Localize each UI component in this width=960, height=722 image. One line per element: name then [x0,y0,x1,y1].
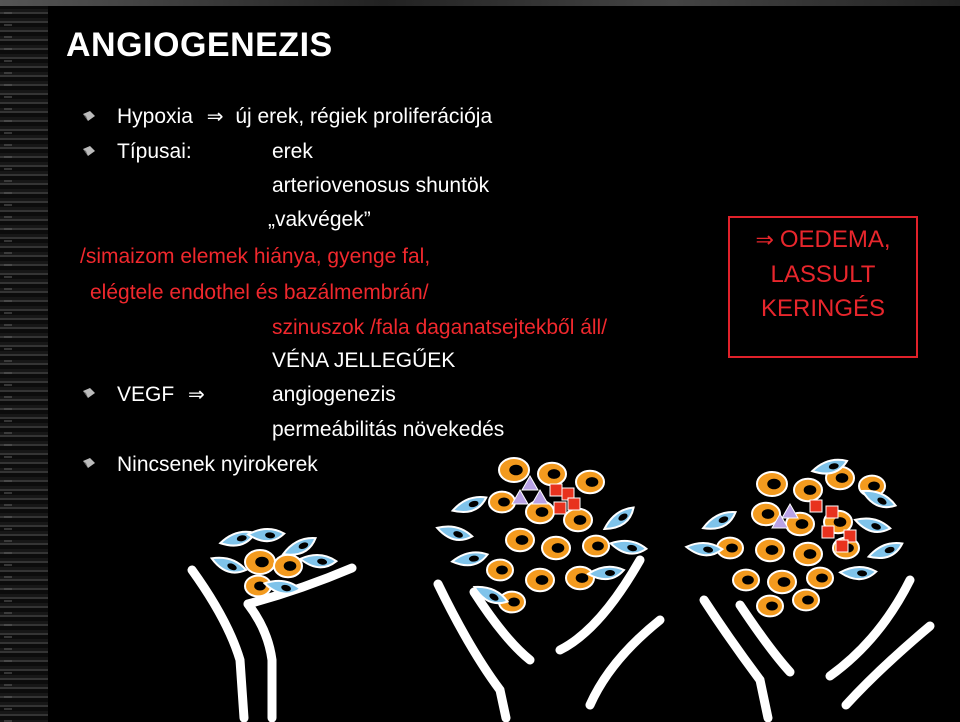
implies-arrow-icon: ⇒ [188,382,205,406]
cell-nucleus [516,535,529,545]
cell-nucleus [552,543,565,553]
cell-nucleus [509,465,523,476]
cell-nucleus [766,545,779,555]
cell-nucleus [605,570,615,576]
cell-nucleus [498,497,510,506]
cell-nucleus [536,575,549,585]
oedema-line-2: LASSULT [770,261,876,288]
line-endothel: elégtele endothel és bazálmembrán/ [90,281,429,304]
cell-nucleus [834,517,847,527]
red-blood-cell [822,526,834,538]
pericyte-cell [782,504,798,518]
cell-nucleus [868,481,880,490]
implies-arrow-icon: ⇒ [206,104,224,128]
oedema-line-3: KERINGÉS [760,295,886,322]
red-blood-cell [810,500,822,512]
cell-nucleus [778,577,791,587]
cell-nucleus [548,469,561,479]
red-blood-cell [568,498,580,510]
cell-nucleus [726,543,738,552]
cell-nucleus [804,549,817,559]
cell-nucleus [742,575,754,584]
cell-nucleus [255,557,269,568]
line-szinuszok: szinuszok /fala daganatsejtekből áll/ [272,316,608,339]
line-shuntok: arteriovenosus shuntök [272,174,490,197]
cell-nucleus [836,473,849,483]
line-erek: erek [272,140,313,163]
text: VEGF [117,383,175,406]
line-nyirokerek: Nincsenek nyirokerek [117,453,318,476]
text: OEDEMA, [779,226,891,253]
line-vakvegek: „vakvégek” [268,208,371,231]
cell-nucleus [576,573,589,583]
cell-nucleus [796,519,809,529]
cell-nucleus [574,515,587,525]
text: új erek, régiek proliferációja [235,105,493,128]
red-blood-cell [826,506,838,518]
line-permeabilitas: permeábilitás növekedés [272,418,505,441]
pericyte-cell [532,490,548,504]
red-blood-cell [836,540,848,552]
cell-nucleus [816,573,828,582]
cell-nucleus [804,485,817,495]
cell-nucleus [766,601,778,610]
cell-nucleus [284,561,297,571]
cell-nucleus [586,477,599,487]
cell-nucleus [496,565,508,574]
cell-nucleus [767,479,781,490]
red-blood-cell [550,484,562,496]
text: Hypoxia [117,105,193,128]
cell-nucleus [536,507,549,517]
line-simaizom: /simaizom elemek hiánya, gyenge fal, [80,245,431,268]
implies-arrow-icon: ⇒ [755,228,774,253]
red-blood-cell [554,502,566,514]
cell-nucleus [508,597,520,606]
cell-nucleus [762,509,775,519]
line-tipusai-label: Típusai: [117,140,192,163]
line-vena: VÉNA JELLEGŰEK [272,349,456,372]
line-angiogenezis: angiogenezis [272,383,396,406]
cell-nucleus [592,541,604,550]
slide-title: ANGIOGENEZIS [66,26,333,64]
cell-nucleus [802,595,814,604]
